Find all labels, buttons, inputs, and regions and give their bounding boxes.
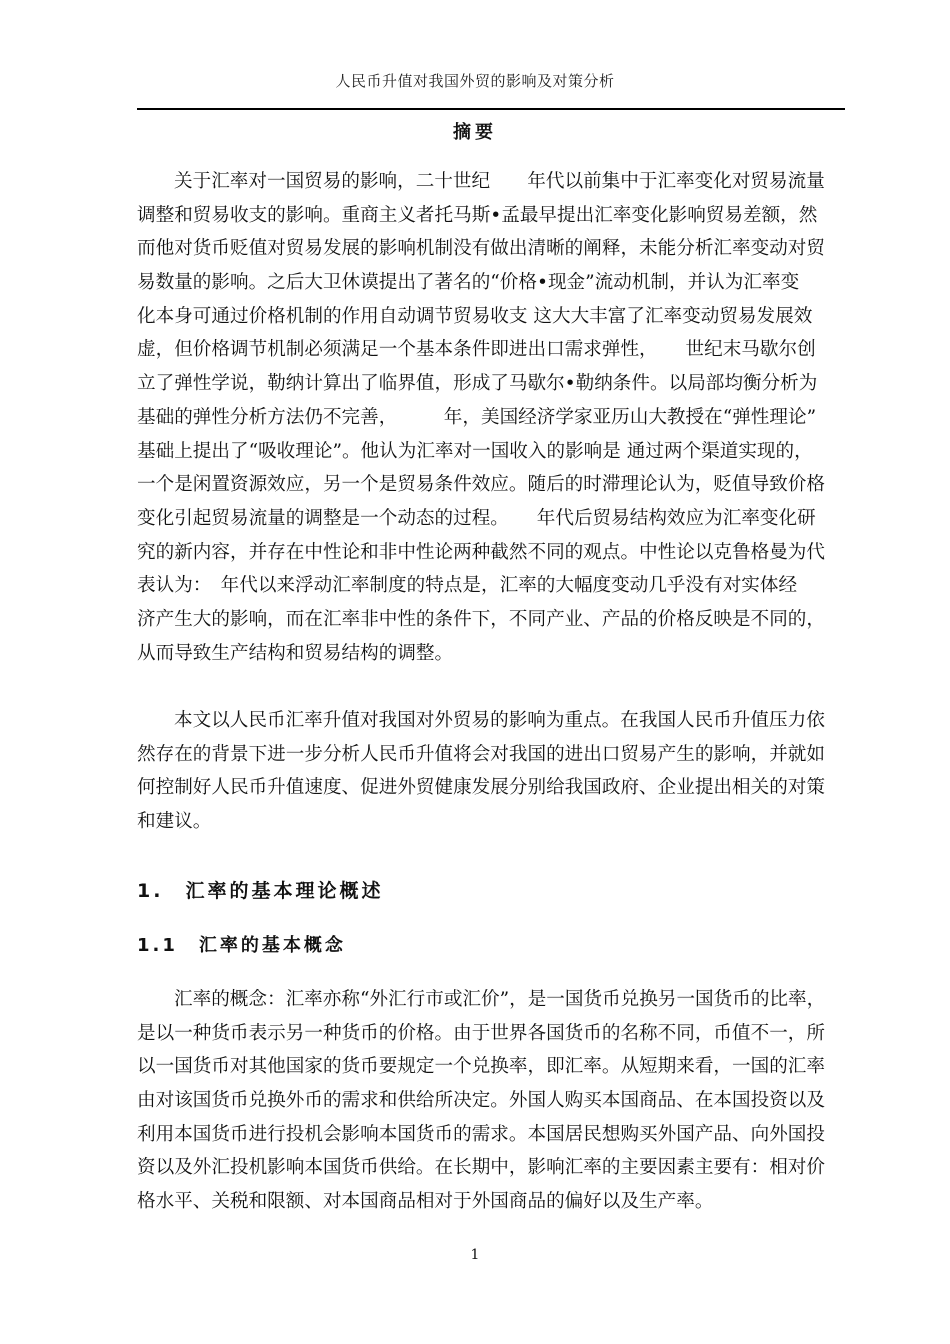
text-line: 汇率的概念：汇率亦称“外汇行市或汇价”，是一国货币兑换另一国货币的比率， — [174, 989, 826, 1010]
text-line: 由对该国货币兑换外币的需求和供给所决定。外国人购买本国商品、在本国投资以及 — [137, 1090, 825, 1112]
text-line: 以一国货币对其他国家的货币要规定一个兑换率，即汇率。从短期来看，一国的汇率 — [137, 1056, 825, 1078]
abstract-paragraph-2 — [137, 704, 843, 839]
text-line: 立了弹性学说，勒纳计算出了临界值，形成了马歇尔•勒纳条件。以局部均衡分析为 — [137, 373, 818, 395]
section-1-1-paragraph — [137, 983, 843, 1219]
text-line: 关于汇率对一国贸易的影响，二十世纪 年代以前集中于汇率变化对贸易流量 — [174, 171, 825, 192]
text-line: 何控制好人民币升值速度、促进外贸健康发展分别给我国政府、企业提出相关的对策 — [137, 777, 825, 799]
text-line: 资以及外汇投机影响本国货币供给。在长期中，影响汇率的主要因素主要有：相对价 — [137, 1157, 825, 1179]
text-line: 格水平、关税和限额、对本国商品相对于外国商品的偏好以及生产率。 — [137, 1191, 714, 1213]
page-number: 1 — [470, 1247, 480, 1263]
text-line: 表认为： 年代以来浮动汇率制度的特点是，汇率的大幅度变动几乎没有对实体经 — [137, 575, 798, 597]
text-line: 和建议。 — [137, 811, 212, 833]
abstract-title: 摘要 — [453, 122, 497, 143]
text-line: 基础上提出了“吸收理论”。他认为汇率对一国收入的影响是 通过两个渠道实现的， — [137, 440, 813, 462]
section-heading-1: 1. 汇率的基本理论概述 — [137, 880, 384, 902]
text-line: 虚，但价格调节机制必须满足一个基本条件即进出口需求弹性， 世纪末马歇尔创 — [137, 339, 816, 361]
text-line: 然存在的背景下进一步分析人民币升值将会对我国的进出口贸易产生的影响，并就如 — [137, 743, 825, 765]
header-rule — [137, 108, 845, 110]
abstract-paragraph-1 — [137, 165, 843, 670]
text-line: 从而导致生产结构和贸易结构的调整。 — [137, 642, 454, 664]
text-line: 济产生大的影响，而在汇率非中性的条件下，不同产业、产品的价格反映是不同的， — [137, 608, 825, 630]
text-line: 易数量的影响。之后大卫休谟提出了著名的“价格•现金”流动机制，并认为汇率变 — [137, 272, 800, 294]
text-line: 调整和贸易收支的影响。重商主义者托马斯•孟最早提出汇率变化影响贸易差额，然 — [137, 204, 818, 226]
text-line: 基础的弹性分析方法仍不完善， 年，美国经济学家亚历山大教授在“弹性理论” — [137, 406, 817, 428]
text-line: 利用本国货币进行投机会影响本国货币的需求。本国居民想购买外国产品、向外国投 — [137, 1123, 825, 1145]
text-line: 变化引起贸易流量的调整是一个动态的过程。 年代后贸易结构效应为汇率变化研 — [137, 507, 816, 529]
running-header: 人民币升值对我国外贸的影响及对策分析 — [335, 72, 615, 90]
section-heading-1-1: 1.1 汇率的基本概念 — [137, 935, 346, 956]
text-line: 究的新内容，并存在中性论和非中性论两种截然不同的观点。中性论以克鲁格曼为代 — [137, 541, 825, 563]
text-line: 本文以人民币汇率升值对我国对外贸易的影响为重点。在我国人民币升值压力依 — [174, 710, 825, 731]
text-line: 是以一种货币表示另一种货币的价格。由于世界各国货币的名称不同，币值不一，所 — [137, 1022, 825, 1044]
text-line: 而他对货币贬值对贸易发展的影响机制没有做出清晰的阐释，未能分析汇率变动对贸 — [137, 238, 825, 260]
text-line: 化本身可通过价格机制的作用自动调节贸易收支 这大大丰富了汇率变动贸易发展效 — [137, 305, 813, 327]
text-line: 一个是闲置资源效应，另一个是贸易条件效应。随后的时滞理论认为，贬值导致价格 — [137, 474, 825, 496]
